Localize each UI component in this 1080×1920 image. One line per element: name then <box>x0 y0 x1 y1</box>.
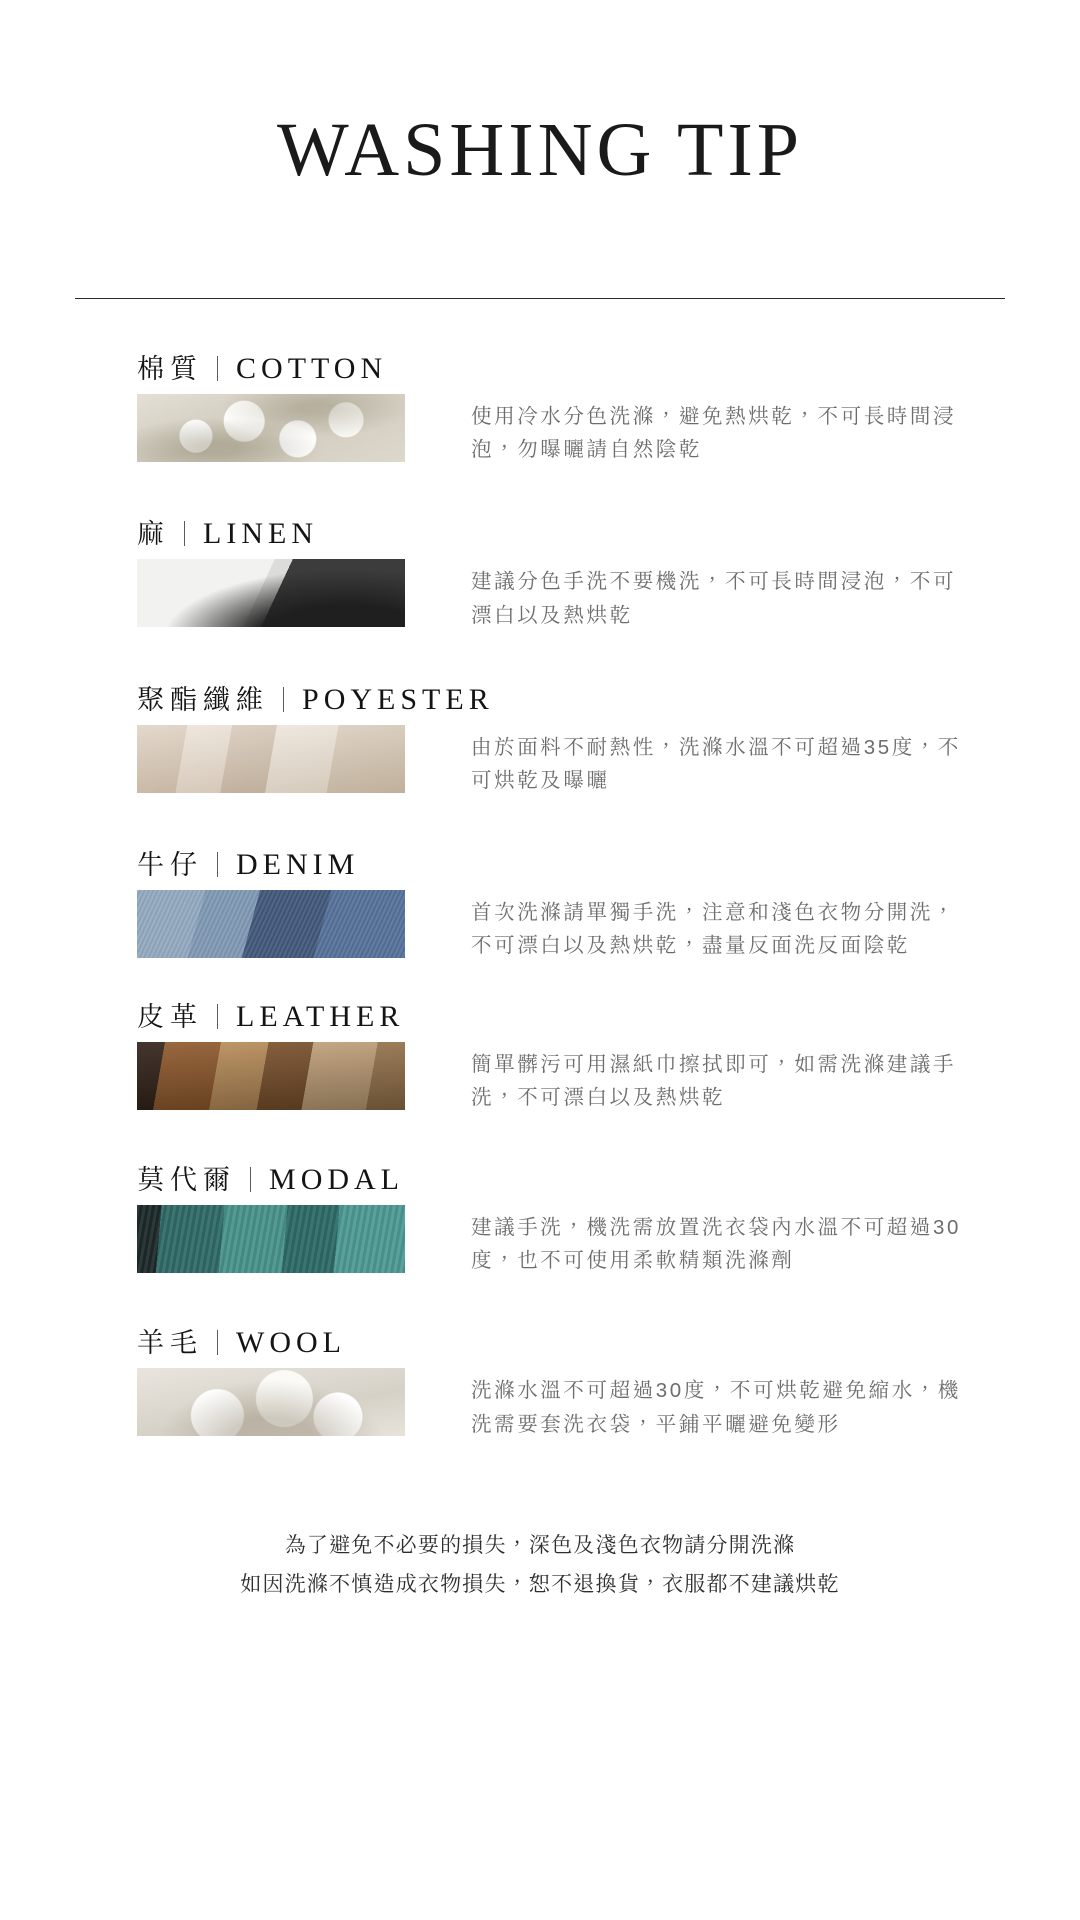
wool-swatch-image <box>137 1368 405 1436</box>
care-instructions: 建議分色手洗不要機洗，不可長時間浸泡，不可漂白以及熱烘乾 <box>471 570 957 627</box>
fabric-name-en: LEATHER <box>236 999 405 1033</box>
section-body <box>137 725 1020 797</box>
separator-glyph: ｜ <box>205 1331 231 1359</box>
section-body <box>137 890 1020 962</box>
header-divider <box>75 298 1005 299</box>
fabric-name-en: POYESTER <box>302 682 494 716</box>
section-body <box>137 394 1020 466</box>
leather-swatch-image <box>137 1042 405 1110</box>
linen-swatch-image <box>137 559 405 627</box>
care-instructions: 首次洗滌請單獨手洗，注意和淺色衣物分開洗，不可漂白以及熱烘乾，盡量反面洗反面陰乾 <box>471 901 957 958</box>
section-heading <box>137 347 1020 386</box>
section-body <box>137 1042 1020 1114</box>
section-heading <box>137 1158 1020 1197</box>
list-item <box>137 512 1020 631</box>
fabric-name-en: MODAL <box>269 1163 405 1197</box>
fabric-name-cn: 莫代爾 <box>137 1165 236 1196</box>
fabric-name-cn: 麻 <box>137 519 170 550</box>
section-body <box>137 559 1020 631</box>
section-heading <box>137 995 1020 1034</box>
footer-line-2: 如因洗滌不慎造成衣物損失，恕不退換貨，衣服都不建議烘乾 <box>240 1572 840 1596</box>
care-instructions: 簡單髒污可用濕紙巾擦拭即可，如需洗滌建議手洗，不可漂白以及熱烘乾 <box>471 1052 957 1109</box>
separator-glyph: ｜ <box>271 687 297 715</box>
separator-glyph: ｜ <box>205 853 231 881</box>
fabric-name-en: WOOL <box>236 1326 346 1360</box>
cotton-swatch-image <box>137 394 405 462</box>
list-item <box>137 1321 1020 1440</box>
fabric-name-en: COTTON <box>236 352 388 385</box>
fabric-name-cn: 棉質 <box>137 354 203 384</box>
care-instructions: 使用冷水分色洗滌，避免熱烘乾，不可長時間浸泡，勿曝曬請自然陰乾 <box>471 405 957 462</box>
fabric-name-en: DENIM <box>236 848 360 882</box>
list-item <box>137 1158 1020 1277</box>
section-heading <box>137 512 1020 551</box>
list-item <box>137 843 1020 962</box>
separator-glyph: ｜ <box>172 522 198 550</box>
fabric-name-cn: 皮革 <box>137 1001 203 1032</box>
denim-swatch-image <box>137 890 405 958</box>
title-section <box>0 0 1080 192</box>
section-heading <box>137 678 1020 717</box>
modal-swatch-image <box>137 1205 405 1273</box>
care-instructions: 由於面料不耐熱性，洗滌水溫不可超過35度，不可烘乾及曝曬 <box>471 735 962 793</box>
fabric-name-cn: 牛仔 <box>137 850 203 881</box>
section-body <box>137 1205 1020 1277</box>
separator-glyph: ｜ <box>205 357 231 384</box>
list-item <box>137 678 1020 797</box>
footer-line-1: 為了避免不必要的損失，深色及淺色衣物請分開洗滌 <box>284 1533 796 1557</box>
section-body <box>137 1368 1020 1440</box>
polyester-swatch-image <box>137 725 405 793</box>
list-item <box>137 347 1020 466</box>
care-instructions: 洗滌水溫不可超過30度，不可烘乾避免縮水，機洗需要套洗衣袋，平鋪平曬避免變形 <box>471 1379 962 1436</box>
separator-glyph: ｜ <box>205 1004 231 1032</box>
fabric-name-cn: 聚酯纖維 <box>137 684 269 715</box>
list-item <box>137 995 1020 1114</box>
fabric-name-cn: 羊毛 <box>137 1328 203 1359</box>
section-heading <box>137 1321 1020 1360</box>
fabric-care-list <box>0 347 1080 1441</box>
page-title: WASHING TIP <box>276 108 804 192</box>
section-heading <box>137 843 1020 882</box>
separator-glyph: ｜ <box>238 1168 264 1196</box>
care-instructions: 建議手洗，機洗需放置洗衣袋內水溫不可超過30度，也不可使用柔軟精類洗滌劑 <box>471 1216 962 1273</box>
fabric-name-en: LINEN <box>203 517 318 551</box>
footer-note <box>0 1527 1080 1605</box>
